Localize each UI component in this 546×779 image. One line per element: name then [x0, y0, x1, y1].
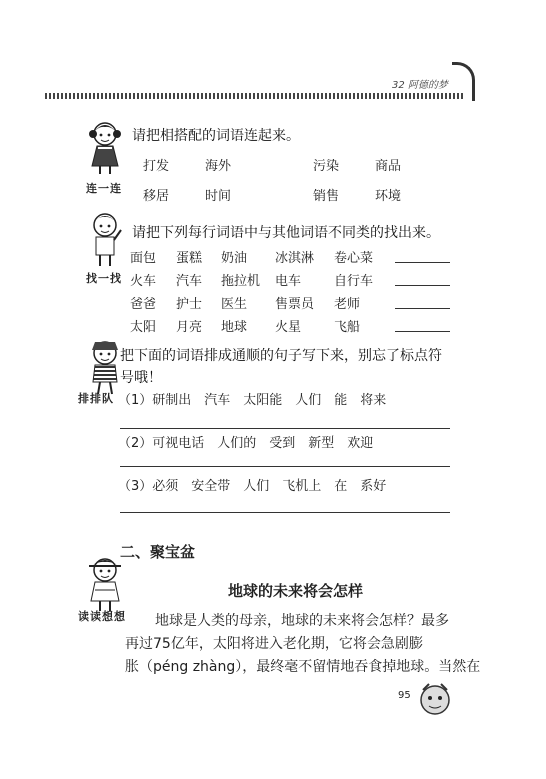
find-word: 医生	[221, 297, 248, 312]
find-word: 飞船	[334, 320, 361, 335]
page-number: 95	[398, 690, 411, 701]
find-word: 老师	[334, 297, 361, 312]
find-word: 爸爸	[130, 297, 157, 312]
queue-instruction-line2: 号哦！	[120, 370, 162, 386]
find-word: 蛋糕	[176, 251, 203, 266]
queue-item: （2）可视电话 人们的 受到 新型 欢迎	[118, 436, 374, 451]
article-line: 胀（péng zhàng），最终毫不留情地吞食掉地球。当然在	[125, 659, 481, 675]
connect-word[interactable]: 销售	[313, 189, 340, 204]
find-word: 火车	[130, 274, 157, 289]
find-instruction: 请把下列每行词语中与其他词语不同类的找出来。	[132, 225, 440, 241]
connect-caption: 连一连	[86, 182, 122, 195]
girl-connect-icon	[85, 118, 125, 178]
article-title: 地球的未来将会怎样	[228, 582, 364, 600]
page-curl-decoration	[452, 62, 475, 101]
answer-line[interactable]	[120, 428, 450, 429]
find-word: 自行车	[334, 274, 374, 289]
find-word: 面包	[130, 251, 157, 266]
connect-word[interactable]: 商品	[375, 159, 402, 174]
find-word: 汽车	[176, 274, 203, 289]
answer-blank[interactable]	[395, 308, 450, 309]
find-word: 冰淇淋	[275, 251, 315, 266]
find-word: 电车	[275, 274, 302, 289]
answer-line[interactable]	[120, 466, 450, 467]
answer-blank[interactable]	[395, 331, 450, 332]
find-word: 奶油	[221, 251, 248, 266]
connect-word[interactable]: 打发	[143, 159, 170, 174]
header-rule	[45, 93, 465, 99]
find-word: 拖拉机	[221, 274, 261, 289]
article-line: 再过75亿年，太阳将进入老化期，它将会急剧膨	[125, 636, 423, 652]
connect-word[interactable]: 时间	[205, 189, 232, 204]
queue-caption: 排排队	[78, 392, 114, 405]
find-word: 火星	[275, 320, 302, 335]
connect-word[interactable]: 环境	[375, 189, 402, 204]
connect-word[interactable]: 移居	[143, 189, 170, 204]
find-word: 护士	[176, 297, 203, 312]
find-word: 售票员	[275, 297, 315, 312]
find-word: 地球	[221, 320, 248, 335]
connect-word[interactable]: 污染	[313, 159, 340, 174]
answer-blank[interactable]	[395, 285, 450, 286]
find-caption: 找一找	[86, 272, 122, 285]
article-line: 地球是人类的母亲，地球的未来将会怎样？最多	[155, 613, 449, 629]
connect-word[interactable]: 海外	[205, 159, 232, 174]
corner-cartoon-icon	[415, 680, 455, 720]
connect-instruction: 请把相搭配的词语连起来。	[132, 128, 300, 144]
read-think-caption: 读读想想	[78, 610, 126, 623]
queue-item: （1）研制出 汽车 太阳能 人们 能 将来	[118, 393, 387, 408]
find-word: 卷心菜	[334, 251, 374, 266]
girl-reading-icon	[85, 555, 125, 615]
header-page-label: 32 阿德的梦	[392, 80, 448, 91]
answer-line[interactable]	[120, 512, 450, 513]
find-word: 太阳	[130, 320, 157, 335]
boy-find-icon	[85, 210, 125, 270]
answer-blank[interactable]	[395, 262, 450, 263]
queue-instruction-line1: 把下面的词语排成通顺的句子写下来，别忘了标点符	[120, 348, 442, 364]
find-word: 月亮	[176, 320, 203, 335]
section-title: 二、聚宝盆	[120, 543, 196, 561]
queue-item: （3）必须 安全带 人们 飞机上 在 系好	[118, 479, 387, 494]
